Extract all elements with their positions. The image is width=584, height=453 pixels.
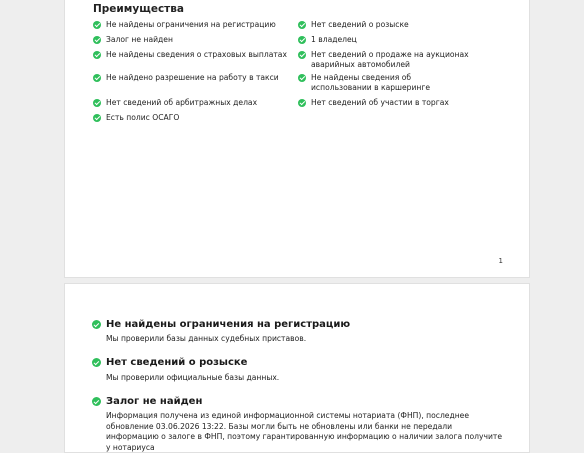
check-icon: [93, 51, 101, 59]
advantage-item: [93, 35, 173, 45]
advantage-item: [93, 73, 279, 83]
advantage-label: Нет сведений о розыске: [311, 20, 409, 29]
check-icon: [298, 74, 306, 82]
section-text: Мы проверили базы данных судебных приставов.: [106, 334, 307, 343]
advantage-item: [93, 50, 287, 60]
check-icon: [93, 74, 101, 82]
check-icon: [93, 114, 101, 122]
advantage-item: [93, 98, 257, 108]
check-icon: [92, 320, 101, 329]
check-icon: [298, 36, 306, 44]
advantage-item: [298, 98, 498, 108]
report-page-2: [64, 283, 530, 453]
advantage-label: Нет сведений о продаже на аукционах аварийных автомобилей: [311, 50, 469, 69]
advantage-item: [93, 20, 276, 30]
advantage-item: [93, 113, 179, 123]
advantage-label: Нет сведений об участии в торгах: [311, 98, 449, 107]
advantage-label: Есть полис ОСАГО: [106, 113, 180, 122]
advantage-item: [298, 50, 498, 69]
advantages-title: Преимущества: [93, 3, 184, 15]
check-icon: [93, 99, 101, 107]
advantage-label: Не найдены сведения о страховых выплатах: [106, 50, 287, 59]
advantage-label: Не найдены сведения об использовании в каршеринге: [311, 73, 431, 92]
advantage-item: [298, 20, 498, 30]
check-icon: [93, 21, 101, 29]
check-icon: [92, 358, 101, 367]
advantage-item: [298, 73, 468, 92]
check-icon: [298, 21, 306, 29]
section-title: Залог не найден: [106, 396, 203, 407]
advantage-label: Нет сведений об арбитражных делах: [106, 98, 258, 107]
advantage-item: [298, 35, 498, 45]
advantage-label: Не найдены ограничения на регистрацию: [106, 20, 276, 29]
section-text: Мы проверили официальные базы данных.: [106, 373, 280, 382]
check-icon: [93, 36, 101, 44]
section-heading: [92, 357, 247, 368]
section-text: Информация получена из единой информационной системы нотариата (ФНП), последнее обновление 03.06.2026 13:22. Базы могли быть не обновлены или банки не передали информацию о залоге в ФНП, поэтому гарантированную информацию о наличии залога получите у нотариуса: [106, 411, 503, 452]
section-title: Нет сведений о розыске: [106, 357, 248, 368]
page-number: 1: [498, 257, 503, 265]
advantage-label: 1 владелец: [311, 35, 357, 44]
advantage-label: Залог не найден: [106, 35, 173, 44]
report-page-1: [64, 0, 530, 278]
check-icon: [298, 99, 306, 107]
check-icon: [298, 51, 306, 59]
advantage-label: Не найдено разрешение на работу в такси: [106, 73, 279, 82]
check-icon: [92, 397, 101, 406]
section-heading: [92, 319, 350, 330]
section-heading: [92, 396, 202, 407]
section-title: Не найдены ограничения на регистрацию: [106, 319, 351, 330]
